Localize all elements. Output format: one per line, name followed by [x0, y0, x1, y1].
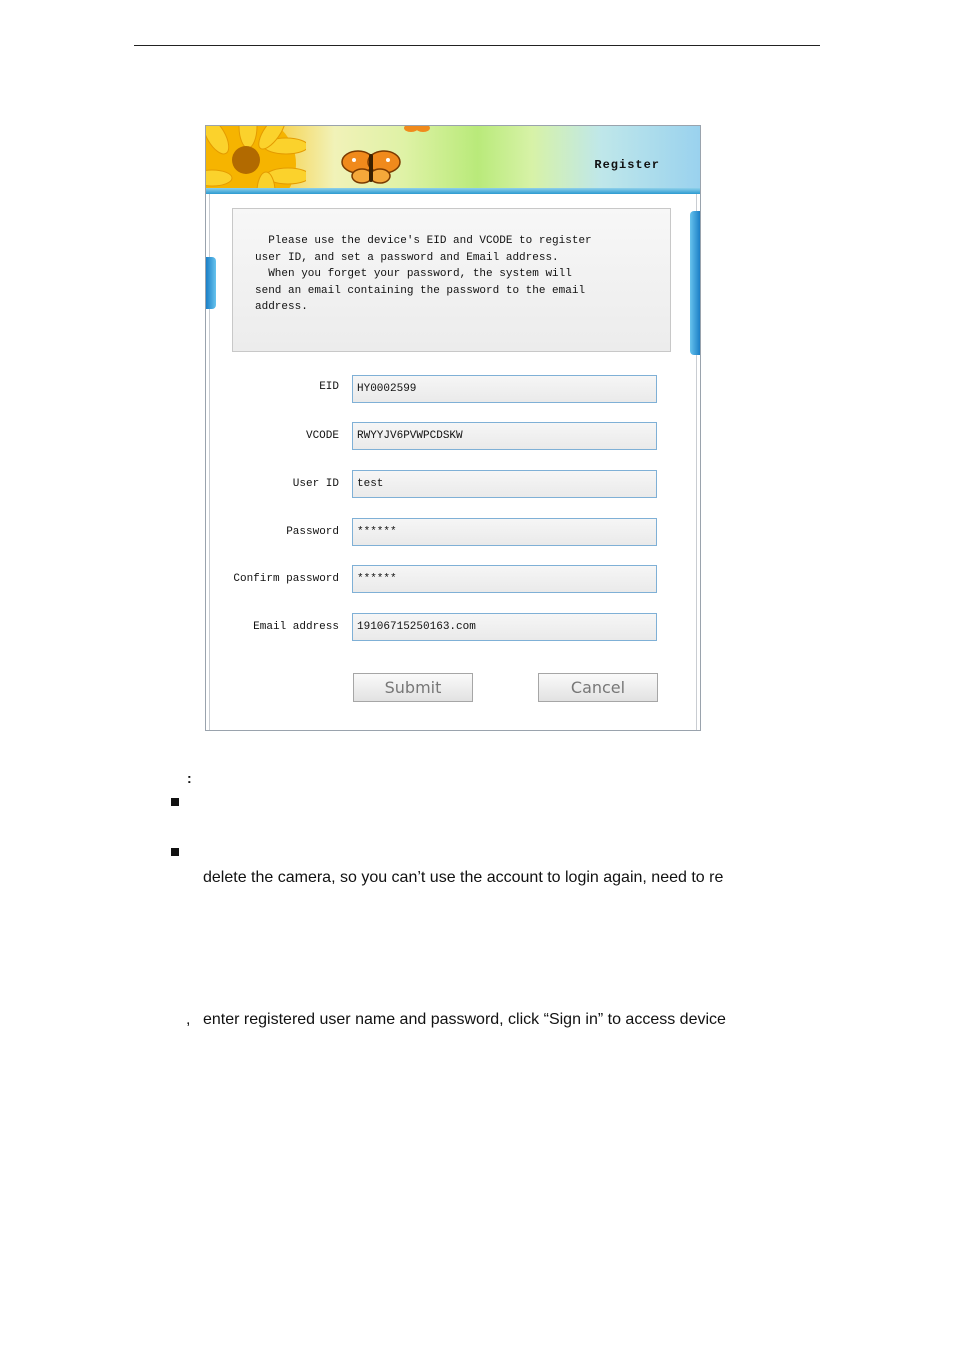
doc-line-1: delete the camera, so you can’t use the account to login again, need to re — [203, 869, 724, 886]
user-id-label: User ID — [292, 478, 339, 490]
password-input[interactable]: ****** — [352, 518, 657, 546]
doc-colon: : — [187, 770, 192, 786]
password-label: Password — [286, 526, 339, 538]
doc-line-2: enter registered user name and password, click “Sign in” to access device — [203, 1011, 726, 1028]
register-instructions: Please use the device's EID and VCODE to register user ID, and set a password and Email address. When you forget your password, the system will send an email containing the password to the email address. — [255, 235, 592, 313]
banner-bottom-strip — [206, 188, 700, 194]
eid-label: EID — [319, 381, 339, 393]
right-scrollbar[interactable] — [690, 211, 700, 355]
vcode-label: VCODE — [305, 430, 339, 442]
doc-comma: , — [186, 1011, 191, 1028]
dialog-title: Register — [594, 158, 660, 172]
dialog-banner — [206, 126, 700, 194]
small-butterfly-icon — [402, 125, 432, 134]
submit-button[interactable]: Submit — [353, 673, 473, 702]
header-rule — [134, 45, 820, 46]
email-label: Email address — [253, 621, 339, 633]
user-id-input[interactable]: test — [352, 470, 657, 498]
bullet-1 — [171, 798, 179, 806]
sunflower-icon — [206, 126, 306, 192]
left-side-tab[interactable] — [206, 257, 216, 309]
register-info-box — [232, 208, 671, 352]
vcode-input[interactable]: RWYYJV6PVWPCDSKW — [352, 422, 657, 450]
confirm-password-label: Confirm password — [233, 573, 339, 585]
bullet-2 — [171, 848, 179, 856]
register-dialog — [205, 125, 701, 731]
butterfly-icon — [336, 146, 406, 186]
email-input[interactable]: 19106715250163.com — [352, 613, 657, 641]
confirm-password-input[interactable]: ****** — [352, 565, 657, 593]
eid-input[interactable]: HY0002599 — [352, 375, 657, 403]
cancel-button[interactable]: Cancel — [538, 673, 658, 702]
